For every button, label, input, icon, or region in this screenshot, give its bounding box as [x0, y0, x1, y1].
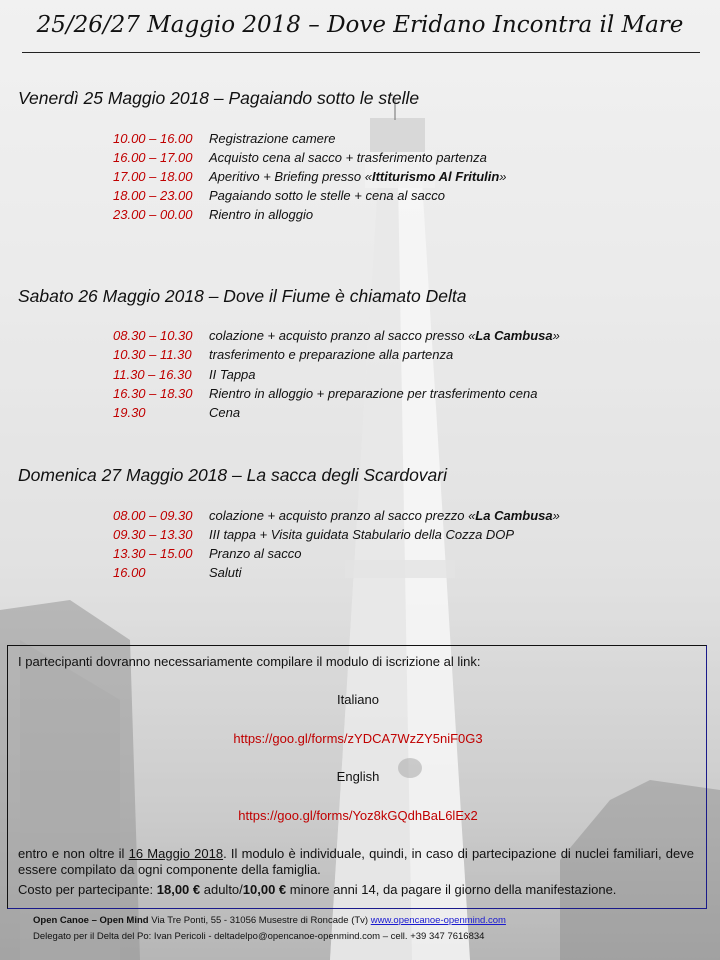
- schedule-row: 23.00 – 00.00 Rientro in alloggio: [113, 207, 314, 222]
- schedule-row: 13.30 – 15.00 Pranzo al sacco: [113, 546, 302, 561]
- form-link-english[interactable]: https://goo.gl/forms/Yoz8kGQdhBaL6lEx2: [238, 808, 478, 823]
- registration-intro: I partecipanti dovranno necessariamente compilare il modulo di iscrizione al link:: [18, 654, 481, 669]
- cost-adult: 18,00 €: [156, 882, 201, 897]
- schedule-row: 18.00 – 23.00 Pagaiando sotto le stelle + cena al sacco: [113, 188, 445, 203]
- form-link-italian[interactable]: https://goo.gl/forms/zYDCA7WzZY5niF0G3: [233, 731, 483, 746]
- language-label-italian: Italiano: [337, 692, 379, 707]
- schedule-row: 16.00 Saluti: [113, 565, 242, 580]
- schedule-row: 08.00 – 09.30 colazione + acquisto pranzo al sacco prezzo «La Cambusa»: [113, 508, 560, 523]
- cost-minor: 10,00 €: [242, 882, 287, 897]
- title-divider: [22, 52, 700, 53]
- deadline-date: 16 Maggio 2018: [128, 846, 224, 861]
- footer-website-link[interactable]: www.opencanoe-openmind.com: [370, 915, 506, 926]
- schedule-row: 10.30 – 11.30 trasferimento e preparazione alla partenza: [113, 347, 454, 362]
- schedule-row: 09.30 – 13.30 III tappa + Visita guidata Stabulario della Cozza DOP: [113, 527, 515, 542]
- schedule-row: 19.30 Cena: [113, 405, 241, 420]
- schedule-row: 17.00 – 18.00 Aperitivo + Briefing presso «Ittiturismo Al Fritulin»: [113, 169, 507, 184]
- registration-deadline: entro e non oltre il 16 Maggio 2018. Il modulo è individuale, quindi, in caso di partecipazione di nuclei familiari, deve essere compilato da ogni componente della famiglia.: [18, 846, 694, 877]
- footer-address: Open Canoe – Open Mind Via Tre Ponti, 55 - 31056 Musestre di Roncade (Tv) www.opencanoe-openmind.com: [33, 915, 506, 926]
- day-heading-friday: Venerdì 25 Maggio 2018 – Pagaiando sotto le stelle: [18, 88, 420, 108]
- page-title: 25/26/27 Maggio 2018 – Dove Eridano Incontra il Mare: [36, 12, 684, 38]
- day-heading-saturday: Sabato 26 Maggio 2018 – Dove il Fiume è chiamato Delta: [18, 286, 467, 306]
- footer-delegate: Delegato per il Delta del Po: Ivan Pericoli - deltadelpo@opencanoe-openmind.com – cell. +39 347 7616834: [33, 931, 485, 942]
- schedule-row: 08.30 – 10.30 colazione + acquisto pranzo al sacco presso «La Cambusa»: [113, 328, 560, 343]
- language-label-english: English: [336, 769, 380, 784]
- cost-line: Costo per partecipante: 18,00 € adulto/10,00 € minore anni 14, da pagare il giorno della manifestazione.: [18, 882, 617, 897]
- registration-box: [7, 645, 707, 909]
- schedule-row: 10.00 – 16.00 Registrazione camere: [113, 131, 336, 146]
- schedule-row: 16.30 – 18.30 Rientro in alloggio + preparazione per trasferimento cena: [113, 386, 538, 401]
- schedule-row: 11.30 – 16.30 II Tappa: [113, 367, 256, 382]
- schedule-row: 16.00 – 17.00 Acquisto cena al sacco + trasferimento partenza: [113, 150, 487, 165]
- footer-org: Open Canoe – Open Mind: [33, 915, 149, 926]
- day-heading-sunday: Domenica 27 Maggio 2018 – La sacca degli Scardovari: [18, 465, 448, 485]
